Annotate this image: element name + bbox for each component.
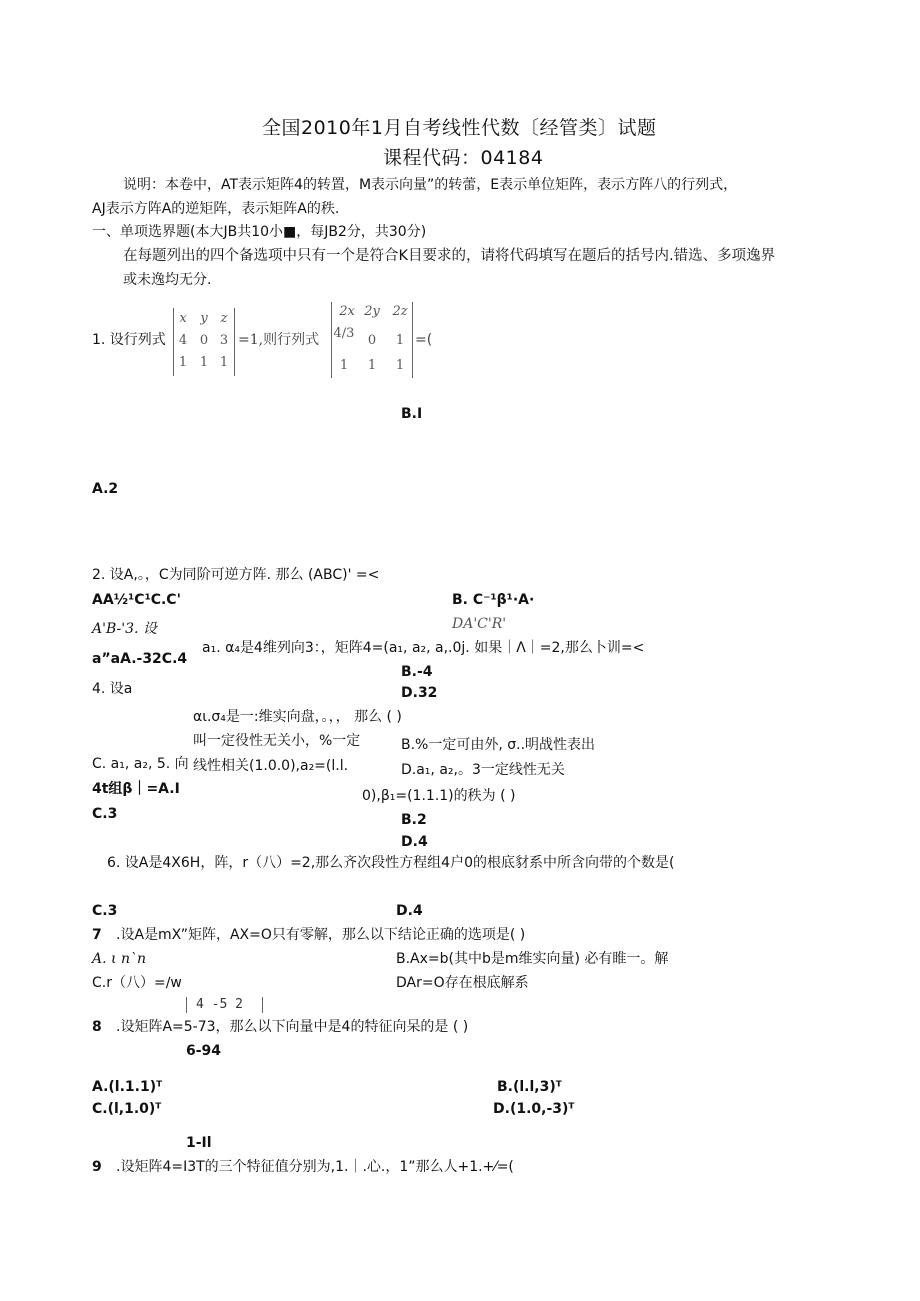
q1-option-b: B.I	[401, 406, 423, 422]
q9-matrix-row-1: 1-Il	[186, 1135, 212, 1151]
q8-matrix-row-3: 6-94	[186, 1043, 222, 1059]
q1-m1-cell: 1	[219, 355, 229, 370]
q1-m1-cell: 1	[199, 355, 209, 370]
q9-number: 9	[92, 1159, 102, 1175]
q1-m1-cell: 3	[219, 333, 229, 348]
q2-option-d-fragment: DA'C'R'	[452, 616, 507, 632]
q3-intro: A'B-'3. 设	[92, 621, 157, 637]
q9-stem: .设矩阵4=I3T的三个特征值分别为,1.｜.心.，1”那么人+1.+⁄=(	[116, 1159, 514, 1175]
q1-mid: =1,则行列式	[238, 332, 320, 348]
q5-stem: 0),β₁=(1.1.1)的秩为 ( )	[362, 788, 516, 804]
q1-prefix: 1. 设行列式	[92, 332, 166, 348]
q1-m1-cell: z	[220, 311, 228, 326]
section-heading: 一、单项选界题(本大JB共10小■，每JB2分，共30分)	[92, 224, 427, 240]
q8-option-a: A.(l.1.1)ᵀ	[92, 1079, 163, 1095]
q4-option-b: B.%一定可由外, σ..明战性表出	[401, 737, 596, 753]
q8-stem: .设矩阵A=5-73，那么以下向量中是4的特征向呆的是 ( )	[116, 1019, 469, 1035]
q8-option-b: B.(l.l,3)ᵀ	[497, 1079, 562, 1095]
q1-m2-cell: 2z	[392, 304, 408, 319]
q6-option-c: C.3	[92, 903, 118, 919]
q1-m2-cell: 1	[339, 358, 349, 373]
q8-matrix-bracket-right	[262, 997, 263, 1013]
course-code: 课程代码：04184	[383, 147, 544, 169]
intro-line-1: 说明：本卷中，AT表示矩阵4的转置，M表示向量”的转蕾，E表示单位矩阵，表示方阵八的行列式，	[123, 177, 738, 193]
q8-number: 8	[92, 1019, 102, 1035]
q6-option-d: D.4	[396, 903, 423, 919]
q7-option-b: B.Ax=b(其中b是m维实向量) 必有睢一。解	[396, 951, 669, 967]
q1-m2-cell: 4/3	[333, 326, 355, 341]
q5-option-c: C.3	[92, 806, 118, 822]
q4-option-c-text: 线性相关(1.0.0),a₂=(l.l.	[193, 758, 349, 774]
intro-line-2: AJ表示方阵A的逆矩阵，表示矩阵A的秩.	[92, 201, 340, 217]
q8-matrix-row-1: 4 -5 2	[196, 997, 243, 1012]
section-description-2: 或未逸均无分.	[123, 272, 212, 288]
q7-stem: .设A是mX”矩阵，AX=O只有零解，那么以下结论正确的选项是( )	[116, 927, 526, 943]
q2-stem: 2. 设A,。，C为同阶可逆方阵. 那么 (ABC)' =<	[92, 567, 380, 583]
q8-option-c: C.(l,1.0)ᵀ	[92, 1101, 162, 1117]
q1-m1-cell: 0	[199, 333, 209, 348]
q8-matrix-bracket-left	[186, 997, 187, 1013]
q1-m2-cell: 2x	[339, 304, 355, 319]
q2-option-b: B. C⁻¹β¹·A·	[452, 592, 535, 608]
q4-option-d: D.a₁, a₂,。3一定线性无关	[401, 762, 565, 778]
q4-option-a-text: 叫一定役性无关小，%一定	[193, 733, 361, 749]
q1-option-a: A.2	[92, 481, 119, 497]
q3-option-b: B.-4	[401, 664, 433, 680]
q1-m2-cell: 1	[395, 358, 405, 373]
document-title: 全国2010年1月自考线性代数〔经管类〕试题	[262, 117, 657, 139]
q1-m1-cell: 4	[178, 333, 188, 348]
q2-options-a-c: AA½¹C¹C.C'	[92, 592, 181, 608]
q7-option-d: DAr=O存在根底解系	[396, 975, 529, 991]
q5-option-a: 4t组β｜=A.I	[92, 781, 180, 797]
q1-suffix: =(	[415, 332, 433, 348]
q3-option-d: D.32	[401, 685, 438, 701]
q3-options-a-c: a”aA.-32C.4	[92, 651, 188, 667]
q7-option-a: A. ι n`n	[92, 951, 146, 967]
q1-m2-cell: 0	[367, 333, 377, 348]
q7-option-c: C.r（八）=∕w	[92, 975, 182, 991]
q1-m1-cell: 1	[178, 355, 188, 370]
q1-m2-cell: 1	[367, 358, 377, 373]
q5-option-b: B.2	[401, 812, 427, 828]
q4-option-c-fragment: C. a₁, a₂, 5. 向	[92, 756, 189, 772]
q8-option-d: D.(1.0,-3)ᵀ	[493, 1101, 575, 1117]
q1-m2-cell: 2y	[364, 304, 380, 319]
q5-option-d: D.4	[401, 834, 428, 850]
q4-stem-start: 4. 设a	[92, 681, 133, 697]
q1-m1-cell: y	[200, 311, 208, 326]
q1-m2-cell: 1	[395, 333, 405, 348]
q7-number: 7	[92, 927, 102, 943]
q6-stem: 6. 设A是4X6H，阵，r（八）=2,那么齐次段性方程组4户0的根底豺系中所含向带的个数是(	[107, 855, 675, 871]
section-description-1: 在每题列出的四个备选项中只有一个是符合K目要求的，请将代码填写在题后的括号内.错选、多项逸界	[123, 248, 776, 264]
q1-m1-cell: x	[179, 311, 187, 326]
q4-stem: αι.σ₄是一:维实向盘，。，， 那么 ( )	[193, 709, 402, 725]
q3-stem: a₁. α₄是4维列向3：，矩阵4=(a₁, a₂, a,.0j. 如果｜Λ｜=2,那么卜训=<	[202, 640, 645, 656]
